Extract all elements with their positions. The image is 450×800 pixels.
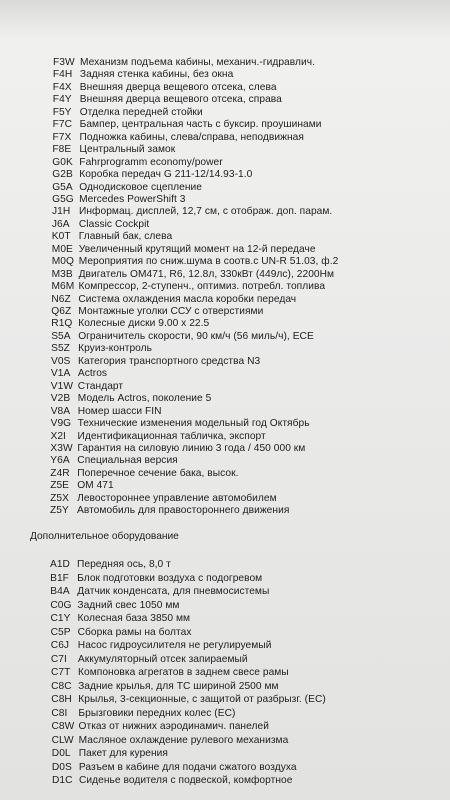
equipment-row [51,392,212,405]
equipment-row [53,131,304,144]
equipment-code: D1C [52,775,73,786]
equipment-code: C8I [51,707,68,719]
equipment-description: Категория транспортного средства N3 [78,355,261,367]
equipment-code: G5A [52,181,73,193]
equipment-row [53,106,203,119]
equipment-row [52,230,172,243]
equipment-code: C0G [50,599,72,611]
equipment-row [52,720,269,733]
equipment-row [50,492,277,505]
equipment-row [50,599,179,612]
equipment-description: Специальная версия [77,455,178,467]
equipment-code: A1D [50,559,70,570]
equipment-description: Classic Cockpit [78,218,150,230]
equipment-code: Z5E [50,480,70,492]
equipment-row [50,442,305,455]
equipment-description: Крылья, 3-секционные, с защитой от разбрызг. (ЕС) [78,694,326,705]
equipment-description: Подножка кабины, слева/справа, неподвижная [79,131,304,143]
equipment-row [51,680,278,693]
equipment-row [53,56,315,69]
equipment-code: F7X [52,131,72,143]
equipment-row [50,479,114,492]
equipment-code: V0S [51,355,71,367]
equipment-code: D0L [51,748,71,759]
equipment-code: F4H [52,69,73,81]
equipment-row [50,572,262,585]
equipment-code: C8H [51,694,72,705]
equipment-description: Масляное охлаждение рулевого механизма [78,734,289,746]
equipment-description: Система охлаждения масла коробки передач [78,293,297,305]
equipment-code: C8W [51,721,75,732]
equipment-description: Коробка передач G 211-12/14.93-1.0 [79,169,253,181]
equipment-description: Компрессор, 2-ступенч., оптимиз. потребл. топлива [78,281,326,293]
equipment-code: J6A [51,218,70,230]
equipment-description: Двигатель OM471, R6, 12.8л, 330кВт (449лс), 2200Нм [78,268,335,280]
equipment-description: Модель Actros, поколение 5 [77,393,212,405]
equipment-code: V8A [50,405,71,417]
equipment-description: Технические изменения модельный год Октябрь [77,418,310,430]
equipment-description: Датчик конденсата, для пневмосистемы [77,586,270,597]
equipment-row [52,218,149,231]
equipment-code: M0Q [51,256,74,268]
equipment-description: Сиденье водителя с подвеской, комфортное [79,775,293,786]
equipment-code: F4Y [52,94,72,106]
equipment-row [52,143,175,156]
equipment-description: Fahrprogramm economy/power [79,156,223,168]
equipment-row [52,205,332,218]
equipment-code: F7C [52,119,72,131]
equipment-row [52,761,297,774]
equipment-row [52,156,222,169]
equipment-code: X2I [50,430,66,442]
equipment-row [51,305,263,318]
equipment-description: Разъем в кабине для подачи сжатого воздуха [78,761,297,773]
equipment-code: Q6Z [51,306,72,317]
equipment-code: G5G [52,193,74,205]
equipment-description: Actros [77,368,108,380]
equipment-row [52,734,289,747]
equipment-row [51,430,266,443]
equipment-code: N6Z [51,293,71,305]
equipment-description: Гарантия на силовую линию 3 года / 450 000 км [77,442,306,454]
equipment-row [52,774,292,787]
equipment-description: Монтажные уголки ССУ с отверстиями [78,306,264,317]
equipment-description: Компоновка агрегатов в заднем свесе рамы [78,667,289,678]
equipment-code: B1F [50,572,69,584]
equipment-description: Стандарт [77,380,124,392]
equipment-code: X3W [50,442,73,454]
equipment-row [51,707,235,720]
equipment-description: Сборка рамы на болтах [77,626,192,638]
equipment-row [51,367,107,380]
equipment-row [51,330,314,343]
equipment-row [52,243,316,256]
equipment-description: Автомобиль для правостороннего движения [77,505,290,517]
equipment-row [51,693,326,706]
equipment-description: Однодисковое сцепление [79,181,203,193]
equipment-code: V1A [50,368,71,380]
equipment-row [53,93,282,106]
equipment-row [52,268,335,281]
equipment-code: S5Z [51,343,70,355]
equipment-code: M6M [51,281,75,293]
equipment-row [51,653,248,666]
equipment-description: Внешняя дверца вещевого отсека, слева [79,81,277,93]
equipment-code: M3B [51,268,73,280]
equipment-row [51,342,152,355]
equipment-description: Внешняя дверца вещевого отсека, справа [79,94,282,106]
equipment-description: Механизм подъема кабины, механич.-гидравлич. [80,57,315,68]
equipment-description: Mercedes PowerShift 3 [79,193,186,205]
equipment-description: Пакет для курения [78,748,168,759]
equipment-row [51,293,296,306]
equipment-row [50,558,171,571]
equipment-description: Поперечное сечение бака, высок. [77,467,239,479]
equipment-code: Z5Y [50,505,69,517]
equipment-description: Насос гидроусилителя не регулируемый [77,640,272,651]
equipment-row [53,81,277,94]
equipment-code: C8C [51,680,72,692]
equipment-description: Мероприятия по сниж.шума в соотв.с UN-R 51.03, ф.2 [78,256,339,268]
equipment-description: Отказ от нижних аэродинамич. панелей [78,721,269,732]
equipment-row [51,626,192,639]
equipment-row [51,639,272,652]
equipment-row [52,747,168,760]
equipment-code: C6J [50,640,70,651]
equipment-description: Информац. дисплей, 12,7 см, с отображ. доп. парам. [79,206,333,218]
equipment-code: V2B [50,393,71,405]
equipment-description: Главный бак, слева [78,231,173,243]
equipment-code: C5P [50,626,71,638]
equipment-description: Бампер, центральная часть с буксир. проушинами [79,119,322,131]
equipment-description: Колесная база 3850 мм [77,613,191,624]
equipment-row [51,317,209,330]
equipment-row [50,585,269,598]
equipment-code: Y6A [50,455,70,467]
equipment-code: C7I [50,653,67,665]
equipment-description: Задний свес 1050 мм [77,599,180,611]
equipment-code: G2B [52,169,73,181]
equipment-row [50,454,177,467]
equipment-description: OM 471 [77,480,114,492]
equipment-description: Блок подготовки воздуха с подогревом [77,572,263,584]
equipment-row [53,118,322,131]
equipment-code: C1Y [50,613,71,624]
equipment-code: F3W [53,57,75,68]
equipment-row [52,181,202,194]
equipment-row [52,280,326,293]
equipment-description: Передняя ось, 8,0 т [77,559,171,570]
equipment-description: Номер шасси FIN [77,405,162,417]
equipment-code: Z4R [50,467,70,479]
equipment-code: F5Y [52,106,72,118]
equipment-code: D0S [51,761,72,773]
equipment-description: Задняя стенка кабины, без окна [79,69,234,81]
equipment-description: Центральный замок [79,144,176,156]
equipment-description: Отделка передней стойки [79,106,203,118]
equipment-code: F4X [52,81,72,93]
equipment-row [51,612,191,625]
equipment-row [50,467,238,480]
equipment-row [51,355,260,368]
equipment-code: V1W [50,380,74,392]
equipment-description: Колесные диски 9.00 x 22.5 [78,318,210,330]
page-shadow [0,0,450,40]
equipment-description: Идентификационная табличка, экспорт [77,430,266,442]
equipment-row [51,666,289,679]
equipment-row [52,255,339,268]
equipment-row [53,68,233,81]
equipment-description: Брызговики передних колес (ЕС) [78,707,236,719]
equipment-code: Z5X [50,492,69,504]
equipment-code: V9G [50,418,72,430]
equipment-code: F8E [52,144,72,156]
equipment-description: Задние крылья, для ТС шириной 2500 мм [78,680,279,692]
equipment-row [50,504,289,517]
additional-equipment-heading: Дополнительное оборудование [30,531,179,542]
equipment-code: S5A [51,330,71,342]
equipment-row [52,168,252,181]
equipment-row [51,380,123,393]
equipment-row [51,405,162,418]
equipment-description: Увеличенный крутящий момент на 12-й передаче [78,243,316,255]
equipment-code: R1Q [51,318,73,330]
equipment-code: M0E [51,243,73,255]
equipment-code: J1H [52,206,71,218]
equipment-code: K0T [51,231,71,243]
equipment-description: Круиз-контроль [78,343,153,355]
equipment-description: Ограничитель скорости, 90 км/ч (56 миль/ч), ECE [78,330,314,342]
equipment-row [51,417,310,430]
equipment-description: Левостороннее управление автомобилем [77,492,277,504]
equipment-code: G0K [52,156,73,168]
equipment-code: C7T [51,667,71,678]
equipment-row [52,193,185,206]
equipment-code: CLW [51,734,74,746]
equipment-code: B4A [50,586,70,597]
equipment-description: Аккумуляторный отсек запираемый [77,653,248,665]
